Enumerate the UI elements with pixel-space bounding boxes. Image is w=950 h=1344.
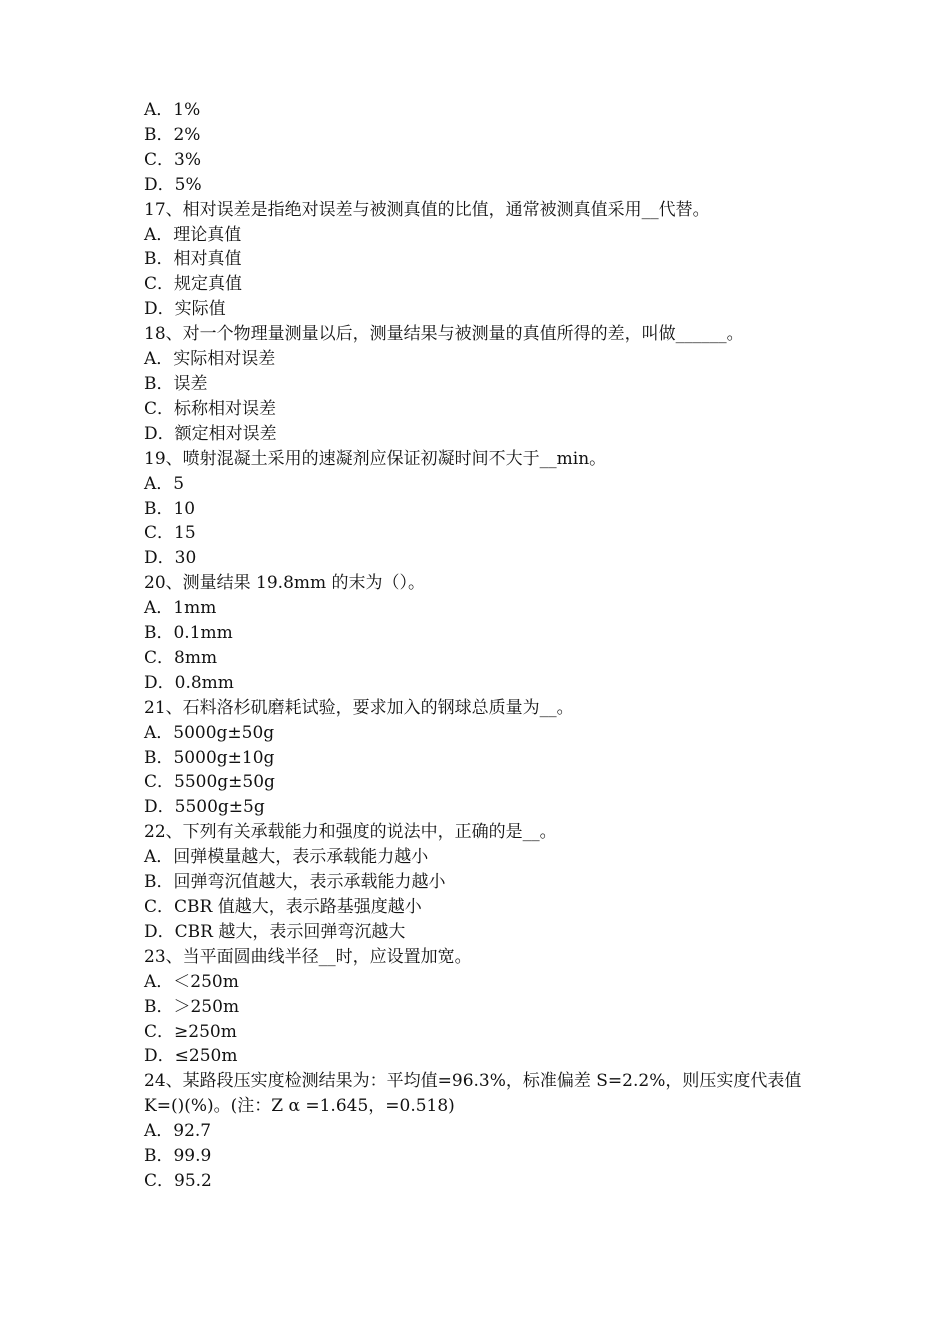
option-24-b: B．99.9 <box>144 1146 212 1167</box>
option-22-d: D．CBR 越大，表示回弹弯沉越大 <box>144 921 406 942</box>
option-24-a: A．92.7 <box>144 1121 212 1142</box>
question-18-stem: 18、对一个物理量测量以后，测量结果与被测量的真值所得的差，叫做______。 <box>144 324 744 345</box>
option-21-c: C．5500g±50g <box>144 772 275 793</box>
option-17-c: C．规定真值 <box>144 274 243 295</box>
question-21-stem: 21、石料洛杉矶磨耗试验，要求加入的钢球总质量为__。 <box>144 697 574 718</box>
option-21-d: D．5500g±5g <box>144 797 265 818</box>
option-17-d: D．实际值 <box>144 299 226 320</box>
option-22-c: C．CBR 值越大，表示路基强度越小 <box>144 897 422 917</box>
option-17-a: A．理论真值 <box>144 224 242 245</box>
option-23-d: D．≤250m <box>144 1046 238 1067</box>
option-20-b: B．0.1mm <box>144 623 233 644</box>
option-18-b: B．误差 <box>144 373 208 394</box>
option-18-c: C．标称相对误差 <box>144 398 277 419</box>
option-19-d: D．30 <box>144 548 197 569</box>
option-16-d: D．5% <box>144 174 202 195</box>
option-22-b: B．回弹弯沉值越大，表示承载能力越小 <box>144 872 446 893</box>
option-16-b: B．2% <box>144 124 201 145</box>
option-23-a: A．＜250m <box>144 971 239 992</box>
option-19-b: B．10 <box>144 498 196 519</box>
option-21-b: B．5000g±10g <box>144 747 275 768</box>
option-23-c: C．≥250m <box>144 1021 237 1042</box>
option-22-a: A．回弹模量越大，表示承载能力越小 <box>144 847 429 868</box>
question-23-stem: 23、当平面圆曲线半径__时，应设置加宽。 <box>144 946 472 967</box>
option-19-c: C．15 <box>144 523 196 544</box>
option-18-a: A．实际相对误差 <box>144 349 276 370</box>
question-list <box>144 98 816 1194</box>
question-20-stem: 20、测量结果 19.8mm 的末为（）。 <box>144 573 426 594</box>
option-23-b: B．＞250m <box>144 996 240 1017</box>
question-24-stem: 24、某路段压实度检测结果为：平均值=96.3%，标准偏差 S=2.2%，则压实度代表值 K=()(%)。(注：Z α =1.645，=0.518) <box>144 1071 807 1117</box>
option-20-d: D．0.8mm <box>144 672 234 693</box>
option-20-a: A．1mm <box>144 598 217 619</box>
option-21-a: A．5000g±50g <box>144 722 275 743</box>
option-16-a: A．1% <box>144 100 201 120</box>
option-24-c: C．95.2 <box>144 1170 212 1191</box>
option-20-c: C．8mm <box>144 647 218 668</box>
question-19-stem: 19、喷射混凝土采用的速凝剂应保证初凝时间不大于__min。 <box>144 448 607 469</box>
option-18-d: D．额定相对误差 <box>144 423 277 444</box>
option-16-c: C．3% <box>144 149 201 170</box>
option-19-a: A．5 <box>144 473 185 494</box>
question-17-stem: 17、相对误差是指绝对误差与被测真值的比值，通常被测真值采用__代替。 <box>144 199 710 220</box>
option-17-b: B．相对真值 <box>144 249 242 270</box>
question-22-stem: 22、下列有关承载能力和强度的说法中，正确的是__。 <box>144 822 557 843</box>
